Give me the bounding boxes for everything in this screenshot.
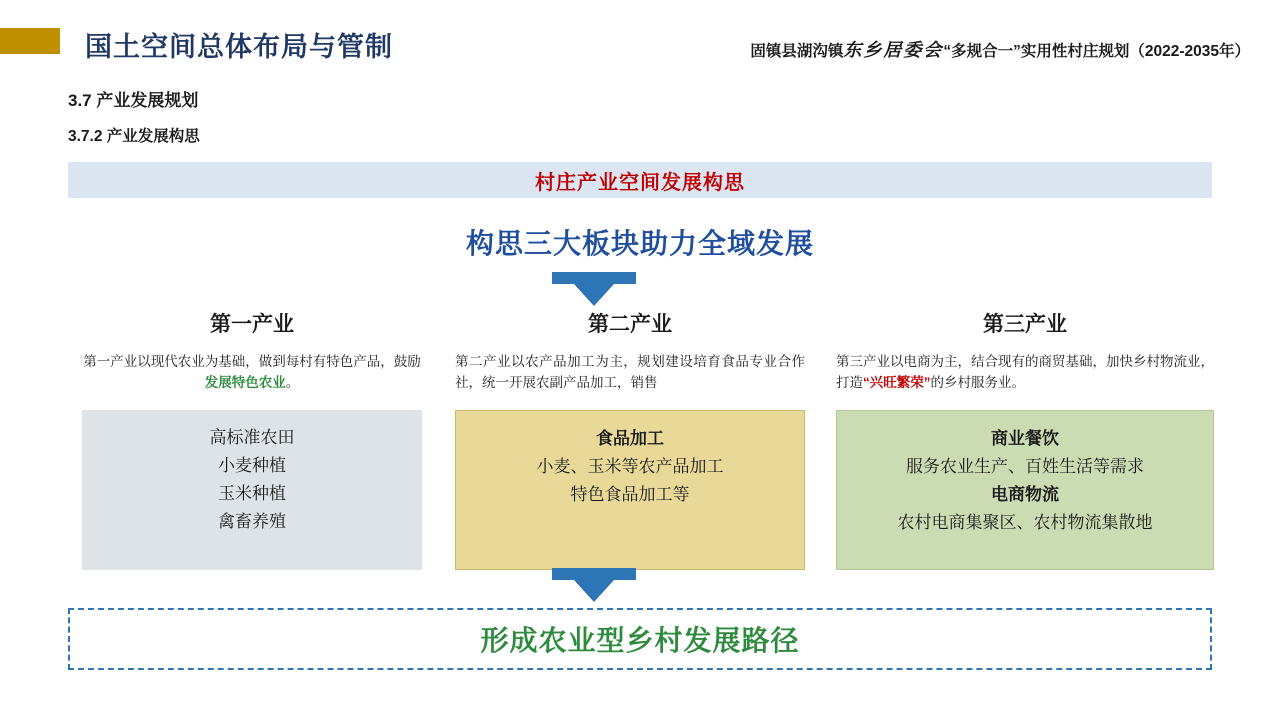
industry-box-primary-line-4: 禽畜养殖 xyxy=(218,511,286,531)
industry-box-secondary-heading: 食品加工 xyxy=(596,428,664,448)
industry-box-primary-line-3: 玉米种植 xyxy=(218,483,286,503)
industry-box-secondary xyxy=(455,410,805,570)
industry-title-secondary: 第二产业 xyxy=(588,313,672,336)
header-accent-bar xyxy=(0,28,60,54)
industry-desc-primary-highlight: 发展特色农业 xyxy=(204,374,286,390)
industry-desc-secondary: 第二产业以农产品加工为主，规划建设培育食品专业合作社，统一开展农副产品加工，销售 xyxy=(455,354,805,390)
industry-desc-tertiary-part2: 的乡村服务业。 xyxy=(930,374,1025,390)
industry-column-tertiary xyxy=(836,308,1214,570)
arrow-down-icon-top xyxy=(552,272,636,306)
industry-title-primary: 第一产业 xyxy=(210,313,294,336)
industry-box-secondary-line-1: 小麦、玉米等农产品加工 xyxy=(536,456,724,476)
section-heading-level1: 3.7 产业发展规划 xyxy=(68,91,199,110)
industry-desc-primary-part1: 第一产业以现代农业为基础，做到每村有特色产品，鼓励 xyxy=(83,354,421,369)
industry-desc-tertiary-highlight: “兴旺繁荣” xyxy=(863,374,931,390)
arrow-down-icon-bottom xyxy=(552,568,636,602)
industry-desc-tertiary-part1: 第三产业以电商为主，结合现有的商贸基础，加快乡村物流业，打造 xyxy=(836,354,1214,390)
header-project-label xyxy=(750,36,1250,62)
industry-box-primary-line-1: 高标准农田 xyxy=(209,427,295,447)
industry-box-primary-line-2: 小麦种植 xyxy=(218,455,286,475)
industry-box-secondary-line-2: 特色食品加工等 xyxy=(570,484,690,504)
industry-column-secondary xyxy=(455,308,805,570)
industry-box-tertiary-line-1: 服务农业生产、百姓生活等需求 xyxy=(906,456,1144,476)
conclusion-band xyxy=(68,608,1212,670)
industry-desc-tertiary xyxy=(836,352,1214,394)
content-title-band xyxy=(68,162,1212,198)
header-project-prefix: 固镇县湖沟镇 xyxy=(750,43,844,60)
industry-box-tertiary-line-2: 农村电商集聚区、农村物流集散地 xyxy=(897,512,1153,532)
conclusion-text: 形成农业型乡村发展路径 xyxy=(480,625,800,656)
industry-title-tertiary: 第三产业 xyxy=(983,313,1067,336)
industry-box-tertiary xyxy=(836,410,1214,570)
content-title-text: 村庄产业空间发展构思 xyxy=(535,171,745,194)
industry-box-primary xyxy=(82,410,422,570)
header-project-suffix: “多规合一”实用性村庄规划（2022-2035年） xyxy=(943,43,1250,60)
industry-box-tertiary-heading-2: 电商物流 xyxy=(991,484,1059,504)
industry-desc-primary-part2: 。 xyxy=(285,374,300,390)
section-heading-level2: 3.7.2 产业发展构思 xyxy=(68,128,200,145)
industry-box-tertiary-heading-1: 商业餐饮 xyxy=(991,428,1059,448)
industry-desc-primary xyxy=(82,352,422,394)
industry-column-primary xyxy=(82,308,422,570)
slide-header xyxy=(0,0,1280,80)
content-subtitle: 构思三大板块助力全域发展 xyxy=(465,228,814,259)
page-title: 国土空间总体布局与管制 xyxy=(85,32,393,62)
header-project-name: 东乡居委会 xyxy=(843,40,944,60)
